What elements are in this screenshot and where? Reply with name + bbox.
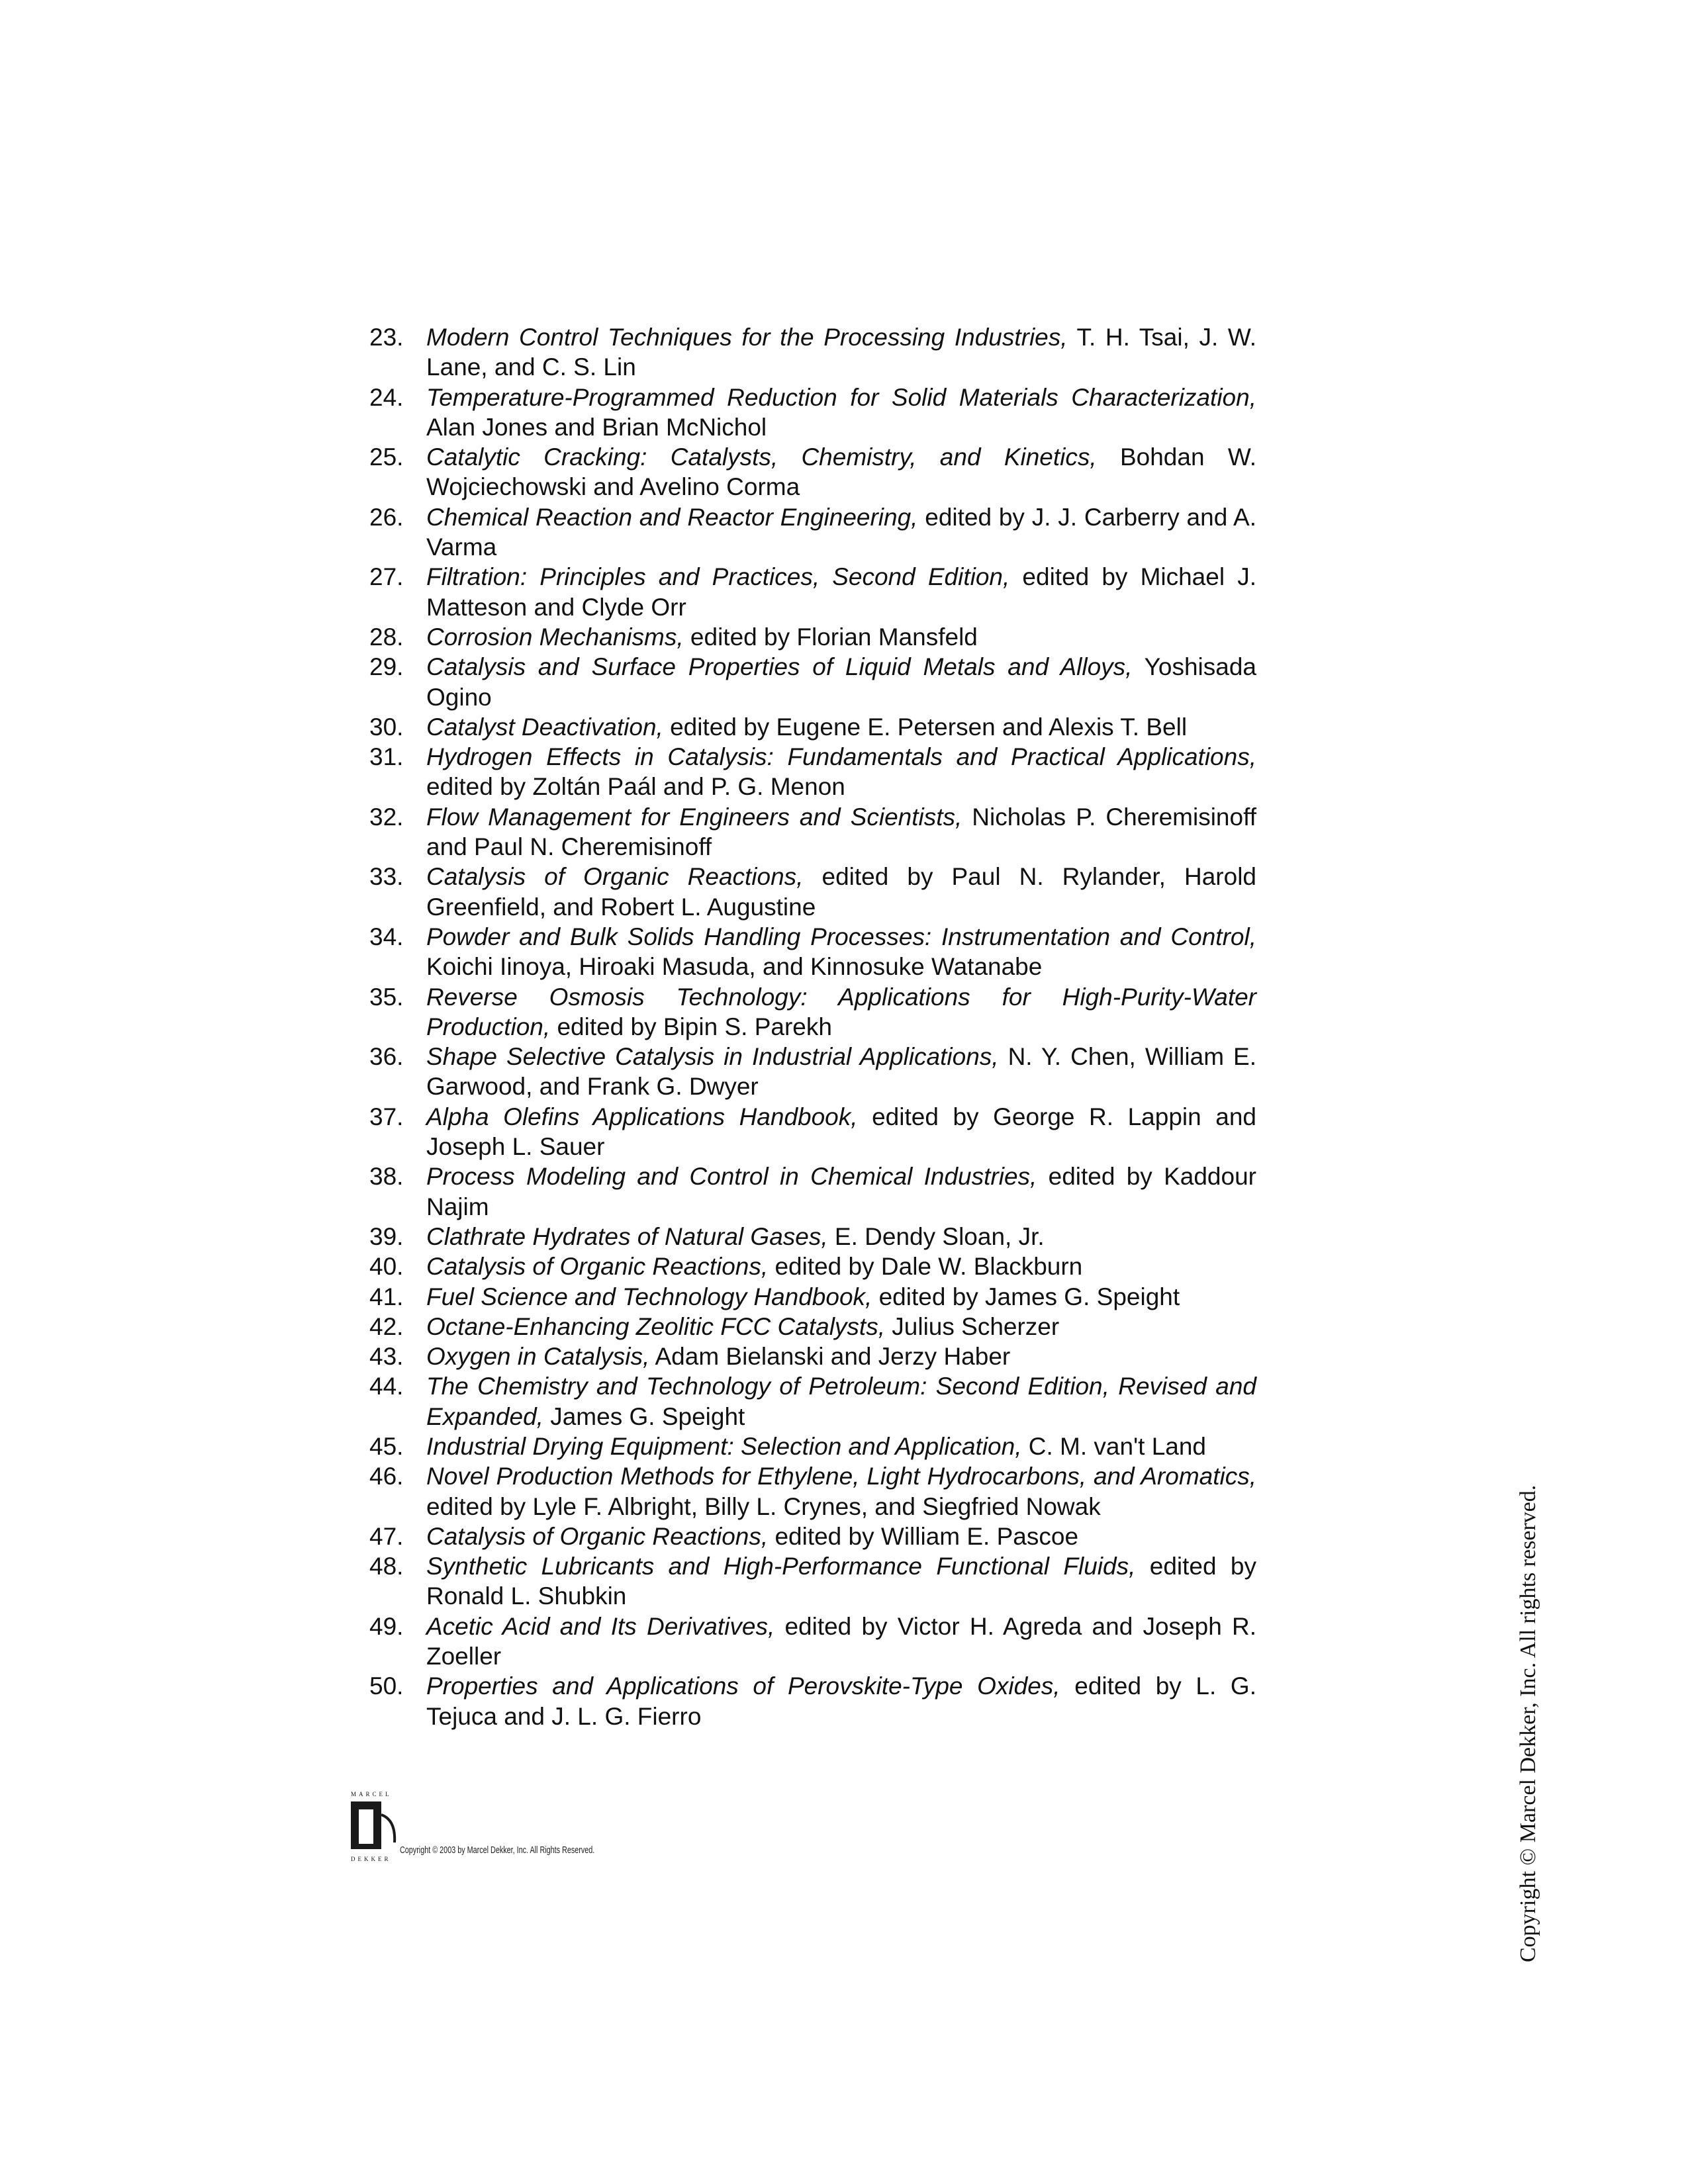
entry-number: 43.	[369, 1343, 404, 1371]
list-item	[369, 1461, 1256, 1522]
entry-title: Flow Management for Engineers and Scientists,	[426, 803, 962, 831]
entry-title: Novel Production Methods for Ethylene, Light Hydrocarbons, and Aromatics,	[426, 1463, 1256, 1490]
list-item	[369, 1371, 1256, 1432]
entry-credits: edited by Lyle F. Albright, Billy L. Crynes, and Siegfried Nowak	[426, 1492, 1101, 1520]
entry-title: Temperature-Programmed Reduction for Solid Materials Characterization,	[426, 383, 1256, 411]
entry-credits: edited by Paul N. Rylander, Harold Greenfield, and Robert L. Augustine	[426, 863, 1256, 921]
side-copyright: Copyright © Marcel Dekker, Inc. All rights reserved.	[1516, 1484, 1540, 1962]
logo-bottom-text: DEKKER	[351, 1856, 391, 1862]
logo-m-shape	[359, 1809, 373, 1844]
list-item	[369, 1612, 1256, 1672]
entry-number: 46.	[369, 1463, 404, 1490]
entry-title: Industrial Drying Equipment: Selection and Application,	[426, 1432, 1022, 1460]
entry-credits: T. H. Tsai, J. W. Lane, and C. S. Lin	[426, 324, 1256, 381]
entry-credits: edited by Victor H. Agreda and Joseph R. Zoeller	[426, 1612, 1256, 1670]
list-item	[369, 922, 1256, 982]
entry-number: 26.	[369, 503, 404, 531]
entry-credits: edited by Ronald L. Shubkin	[426, 1553, 1256, 1610]
list-item	[369, 562, 1256, 622]
entry-credits: James G. Speight	[543, 1402, 745, 1430]
entry-number: 33.	[369, 863, 404, 891]
list-item	[369, 1282, 1256, 1312]
entry-credits: E. Dendy Sloan, Jr.	[827, 1222, 1045, 1250]
entry-title: Filtration: Principles and Practices, Second Edition,	[426, 563, 1010, 591]
entry-title: Clathrate Hydrates of Natural Gases,	[426, 1222, 828, 1250]
entry-title: Fuel Science and Technology Handbook,	[426, 1283, 872, 1310]
entry-title: Acetic Acid and Its Derivatives,	[426, 1612, 775, 1640]
entry-credits: edited by Dale W. Blackburn	[768, 1253, 1083, 1281]
entry-credits: edited by Kaddour Najim	[426, 1163, 1256, 1220]
entry-title: Oxygen in Catalysis,	[426, 1343, 650, 1371]
list-item	[369, 982, 1256, 1042]
entry-credits: edited by William E. Pascoe	[768, 1522, 1079, 1550]
entry-credits: C. M. van't Land	[1021, 1432, 1207, 1460]
entry-title: Catalysis of Organic Reactions,	[426, 863, 804, 891]
list-item	[369, 442, 1256, 502]
entry-title: Octane-Enhancing Zeolitic FCC Catalysts,	[426, 1312, 885, 1340]
list-item	[369, 1342, 1256, 1371]
list-item	[369, 742, 1256, 802]
entry-number: 31.	[369, 743, 404, 771]
entry-number: 44.	[369, 1373, 404, 1400]
publisher-mark	[344, 1791, 671, 1862]
footer-copyright: Copyright © 2003 by Marcel Dekker, Inc. All Rights Reserved.	[400, 1844, 595, 1856]
entry-title: Catalysis and Surface Properties of Liquid Metals and Alloys,	[426, 653, 1133, 681]
list-item	[369, 322, 1256, 383]
list-item	[369, 622, 1256, 652]
list-item	[369, 1222, 1256, 1251]
entry-number: 42.	[369, 1312, 404, 1340]
entry-number: 27.	[369, 563, 404, 591]
entry-number: 35.	[369, 983, 404, 1011]
entry-title: Alpha Olefins Applications Handbook,	[426, 1103, 858, 1130]
logo-top-text: MARCEL	[351, 1791, 392, 1797]
entry-number: 40.	[369, 1253, 404, 1281]
list-item	[369, 1432, 1256, 1461]
entry-credits: edited by L. G. Tejuca and J. L. G. Fierro	[426, 1672, 1256, 1730]
entry-credits: edited by Eugene E. Petersen and Alexis T. Bell	[663, 713, 1188, 741]
entry-credits: edited by James G. Speight	[872, 1283, 1180, 1310]
entry-credits: Alan Jones and Brian McNichol	[426, 413, 767, 441]
entry-credits: edited by Bipin S. Parekh	[550, 1013, 832, 1040]
list-item	[369, 802, 1256, 862]
list-item	[369, 502, 1256, 563]
entry-credits: Adam Bielanski and Jerzy Haber	[649, 1343, 1011, 1371]
entry-credits: Julius Scherzer	[885, 1312, 1060, 1340]
entry-title: Catalysis of Organic Reactions,	[426, 1522, 769, 1550]
entry-title: Synthetic Lubricants and High-Performance Functional Fluids,	[426, 1553, 1136, 1580]
logo-arc-icon	[380, 1813, 397, 1844]
list-item	[369, 1312, 1256, 1342]
entry-number: 25.	[369, 443, 404, 471]
entry-number: 28.	[369, 623, 404, 651]
entry-number: 30.	[369, 713, 404, 741]
entry-number: 41.	[369, 1283, 404, 1310]
entry-credits: edited by Michael J. Matteson and Clyde Orr	[426, 563, 1256, 621]
entry-number: 47.	[369, 1522, 404, 1550]
entry-credits: edited by George R. Lappin and Joseph L. Sauer	[426, 1103, 1256, 1161]
entry-number: 50.	[369, 1672, 404, 1700]
list-item	[369, 1251, 1256, 1281]
entry-number: 24.	[369, 383, 404, 411]
list-item	[369, 1161, 1256, 1222]
list-item	[369, 383, 1256, 443]
entry-number: 29.	[369, 653, 404, 681]
entry-title: Hydrogen Effects in Catalysis: Fundamentals and Practical Applications,	[426, 743, 1256, 771]
marcel-dekker-logo	[344, 1791, 397, 1862]
entry-title: Modern Control Techniques for the Processing Industries,	[426, 324, 1068, 351]
entry-credits: Yoshisada Ogino	[426, 653, 1256, 711]
entry-title: Reverse Osmosis Technology: Applications for High-Purity-Water Production,	[426, 983, 1256, 1040]
entry-title: Catalyst Deactivation,	[426, 713, 663, 741]
entry-title: The Chemistry and Technology of Petroleum: Second Edition, Revised and Expanded,	[426, 1373, 1256, 1430]
list-item	[369, 712, 1256, 742]
list-item	[369, 1522, 1256, 1551]
list-item	[369, 1671, 1256, 1731]
list-item	[369, 862, 1256, 922]
entry-number: 49.	[369, 1612, 404, 1640]
entry-title: Powder and Bulk Solids Handling Processes: Instrumentation and Control,	[426, 923, 1256, 950]
entry-credits: Koichi Iinoya, Hiroaki Masuda, and Kinnosuke Watanabe	[426, 953, 1043, 981]
entry-number: 48.	[369, 1553, 404, 1580]
entry-number: 37.	[369, 1103, 404, 1130]
entry-credits: Nicholas P. Cheremisinoff and Paul N. Cheremisinoff	[426, 803, 1256, 861]
list-item	[369, 1551, 1256, 1612]
entry-credits: edited by Zoltán Paál and P. G. Menon	[426, 773, 845, 801]
entry-number: 45.	[369, 1432, 404, 1460]
entry-credits: edited by J. J. Carberry and A. Varma	[426, 503, 1256, 561]
entry-number: 34.	[369, 923, 404, 950]
entry-credits: N. Y. Chen, William E. Garwood, and Frank G. Dwyer	[426, 1043, 1256, 1101]
entry-credits: edited by Florian Mansfeld	[683, 623, 978, 651]
entry-title: Chemical Reaction and Reactor Engineering,	[426, 503, 918, 531]
entry-title: Properties and Applications of Perovskite-Type Oxides,	[426, 1672, 1060, 1700]
list-item	[369, 652, 1256, 712]
entry-number: 36.	[369, 1043, 404, 1071]
entry-number: 23.	[369, 324, 404, 351]
entry-number: 32.	[369, 803, 404, 831]
entry-credits: Bohdan W. Wojciechowski and Avelino Corma	[426, 443, 1256, 501]
book-series-list	[369, 322, 1256, 1731]
entry-title: Catalytic Cracking: Catalysts, Chemistry, and Kinetics,	[426, 443, 1097, 471]
entry-number: 39.	[369, 1222, 404, 1250]
list-item	[369, 1102, 1256, 1162]
entry-title: Corrosion Mechanisms,	[426, 623, 684, 651]
entry-title: Process Modeling and Control in Chemical Industries,	[426, 1163, 1037, 1191]
entry-title: Shape Selective Catalysis in Industrial Applications,	[426, 1043, 999, 1071]
entry-number: 38.	[369, 1163, 404, 1191]
list-item	[369, 1042, 1256, 1102]
entry-title: Catalysis of Organic Reactions,	[426, 1253, 769, 1281]
